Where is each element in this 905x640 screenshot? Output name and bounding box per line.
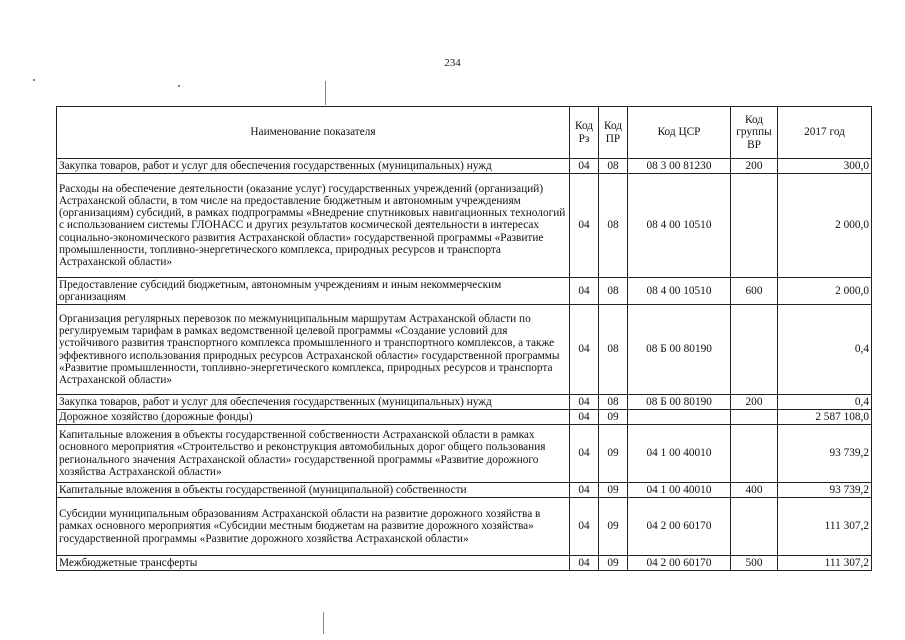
header-csr: Код ЦСР xyxy=(628,107,731,159)
row-vr xyxy=(731,305,778,395)
scan-artifact xyxy=(323,612,324,634)
header-name: Наименование показателя xyxy=(57,107,570,159)
row-csr: 04 2 00 60170 xyxy=(628,498,731,556)
row-name: Закупка товаров, работ и услуг для обеспечения государственных (муниципальных) нужд xyxy=(57,395,570,410)
row-rz: 04 xyxy=(570,278,599,305)
row-pr: 09 xyxy=(599,483,628,498)
row-pr: 08 xyxy=(599,159,628,174)
table-row xyxy=(57,483,872,498)
row-csr: 08 4 00 10510 xyxy=(628,278,731,305)
row-rz: 04 xyxy=(570,410,599,425)
scan-artifact xyxy=(325,81,326,105)
row-value: 93 739,2 xyxy=(778,425,872,483)
row-value: 93 739,2 xyxy=(778,483,872,498)
row-value: 300,0 xyxy=(778,159,872,174)
row-vr xyxy=(731,425,778,483)
row-rz: 04 xyxy=(570,556,599,571)
row-pr: 08 xyxy=(599,305,628,395)
row-rz: 04 xyxy=(570,498,599,556)
row-pr: 09 xyxy=(599,556,628,571)
row-csr: 08 Б 00 80190 xyxy=(628,305,731,395)
table-row xyxy=(57,159,872,174)
header-vr: Код группы ВР xyxy=(731,107,778,159)
row-rz: 04 xyxy=(570,159,599,174)
row-name: Капитальные вложения в объекты государственной (муниципальной) собственности xyxy=(57,483,570,498)
row-csr: 04 1 00 40010 xyxy=(628,425,731,483)
row-value: 111 307,2 xyxy=(778,556,872,571)
row-rz: 04 xyxy=(570,483,599,498)
row-csr: 04 1 00 40010 xyxy=(628,483,731,498)
row-value: 2 000,0 xyxy=(778,278,872,305)
row-vr: 200 xyxy=(731,159,778,174)
row-name: Межбюджетные трансферты xyxy=(57,556,570,571)
table-row xyxy=(57,395,872,410)
row-name: Предоставление субсидий бюджетным, автономным учреждениям и иным некоммерческим организациям xyxy=(57,278,570,305)
row-csr: 04 2 00 60170 xyxy=(628,556,731,571)
row-vr: 400 xyxy=(731,483,778,498)
row-vr: 500 xyxy=(731,556,778,571)
row-pr: 08 xyxy=(599,278,628,305)
row-csr: 08 Б 00 80190 xyxy=(628,395,731,410)
row-rz: 04 xyxy=(570,395,599,410)
page-number: 234 xyxy=(444,57,461,69)
budget-table xyxy=(56,106,872,571)
row-name: Организация регулярных перевозок по межмуниципальным маршрутам Астраханской области по регулируемым тарифам в рамках ведомственной целевой программы «Создание условий для устойчивого развития транспортного комплекса промышленного и транспортного комплексов, а также эффективного использования природных ресурсов Астраханской области» государственной программы «Развитие промышленности, топливно-энергетического комплекса, природных ресурсов и транспорта Астраханской области» xyxy=(57,305,570,395)
row-rz: 04 xyxy=(570,174,599,278)
row-vr xyxy=(731,174,778,278)
row-pr: 08 xyxy=(599,174,628,278)
row-rz: 04 xyxy=(570,425,599,483)
row-name: Расходы на обеспечение деятельности (оказание услуг) государственных учреждений (организаций) Астраханской области, в том числе на предоставление бюджетным и автономным учреждениям (организациям) субсидий, в рамках подпрограммы «Внедрение спутниковых навигационных технологий с использованием системы ГЛОНАСС и других результатов космической деятельности в интересах социально-экономического развития Астраханской области» государственной программы «Развитие промышленности, топливно-энергетического комплекса, природных ресурсов и транспорта Астраханской области» xyxy=(57,174,570,278)
row-csr: 08 4 00 10510 xyxy=(628,174,731,278)
row-pr: 09 xyxy=(599,410,628,425)
row-vr xyxy=(731,410,778,425)
row-value: 0,4 xyxy=(778,305,872,395)
header-year: 2017 год xyxy=(778,107,872,159)
row-value: 0,4 xyxy=(778,395,872,410)
row-csr xyxy=(628,410,731,425)
row-value: 2 587 108,0 xyxy=(778,410,872,425)
header-pr: Код ПР xyxy=(599,107,628,159)
row-pr: 09 xyxy=(599,425,628,483)
row-name: Капитальные вложения в объекты государственной собственности Астраханской области в рамках основного мероприятия «Строительство и реконструкция автомобильных дорог общего пользования регионального значения Астраханской области» государственной программы «Развитие дорожного хозяйства Астраханской области» xyxy=(57,425,570,483)
row-vr: 600 xyxy=(731,278,778,305)
table-row xyxy=(57,556,872,571)
row-name: Закупка товаров, работ и услуг для обеспечения государственных (муниципальных) нужд xyxy=(57,159,570,174)
row-value: 111 307,2 xyxy=(778,498,872,556)
table-row xyxy=(57,425,872,483)
table-row xyxy=(57,498,872,556)
scan-artifact xyxy=(178,85,180,87)
row-csr: 08 3 00 81230 xyxy=(628,159,731,174)
table-row xyxy=(57,278,872,305)
row-rz: 04 xyxy=(570,305,599,395)
row-pr: 08 xyxy=(599,395,628,410)
row-vr: 200 xyxy=(731,395,778,410)
row-value: 2 000,0 xyxy=(778,174,872,278)
scan-artifact xyxy=(33,79,35,81)
table-row xyxy=(57,305,872,395)
table-row xyxy=(57,410,872,425)
table-row xyxy=(57,174,872,278)
header-rz: Код Рз xyxy=(570,107,599,159)
row-name: Субсидии муниципальным образованиям Астраханской области на развитие дорожного хозяйства в рамках основного мероприятия «Субсидии местным бюджетам на развитие дорожного хозяйства» государственной программы «Развитие дорожного хозяйства Астраханской области» xyxy=(57,498,570,556)
row-vr xyxy=(731,498,778,556)
row-name: Дорожное хозяйство (дорожные фонды) xyxy=(57,410,570,425)
row-pr: 09 xyxy=(599,498,628,556)
table-header-row xyxy=(57,107,872,159)
